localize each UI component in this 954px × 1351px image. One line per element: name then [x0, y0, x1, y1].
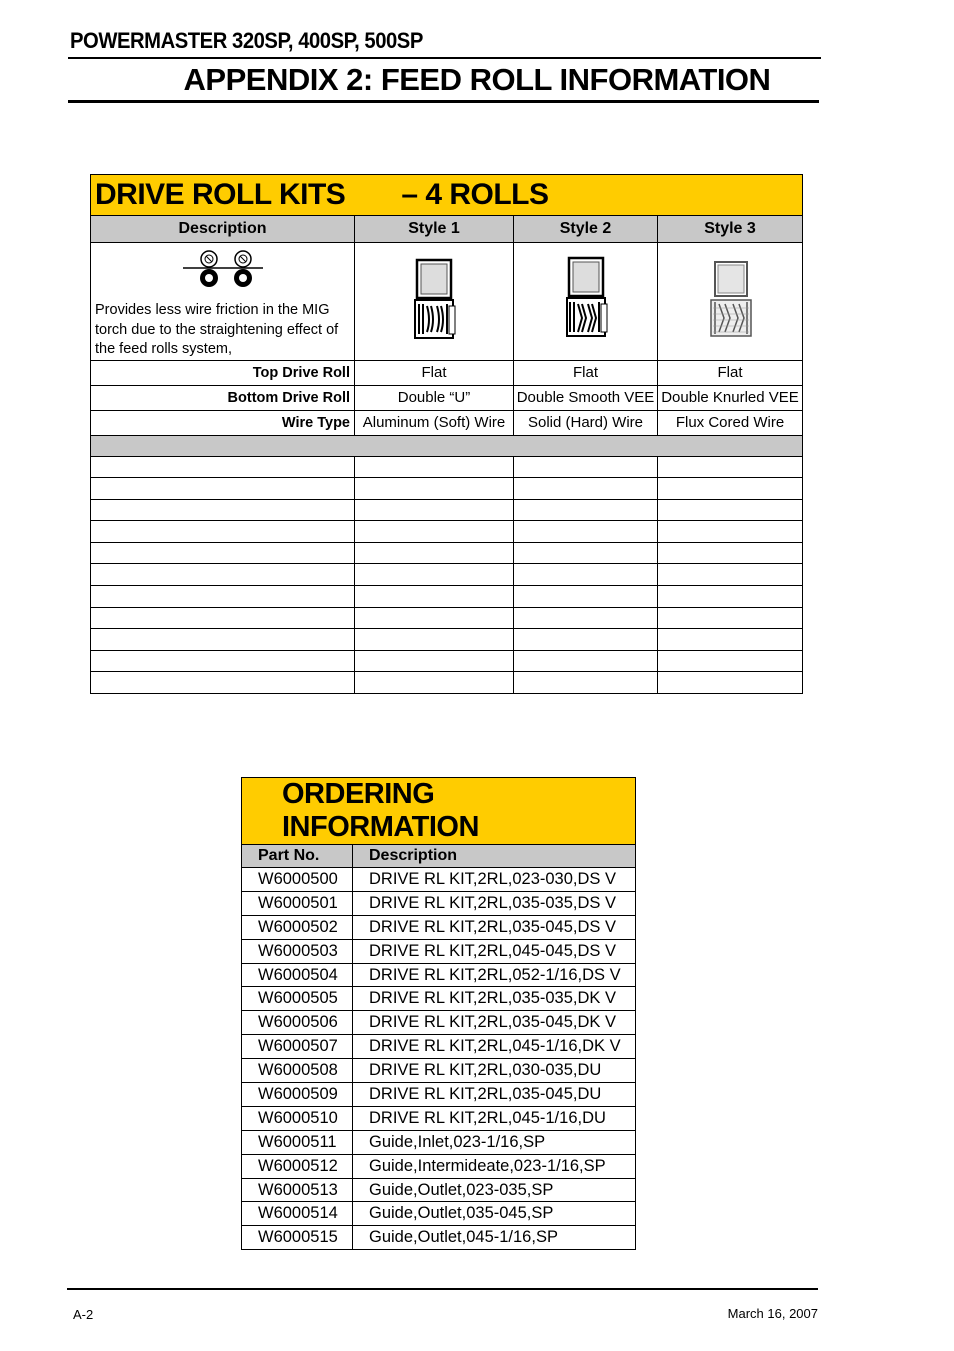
part-description-cell: DRIVE RL KIT,2RL,035-045,DK V	[353, 1011, 636, 1035]
drive-roll-image-row	[91, 243, 803, 361]
part-description-cell: Guide,Outlet,045-1/16,SP	[353, 1226, 636, 1250]
appendix-title: APPENDIX 2: FEED ROLL INFORMATION	[183, 62, 771, 97]
empty-row	[91, 478, 803, 500]
ordering-row	[242, 987, 636, 1011]
drive-roll-title-part2: – 4 ROLLS	[401, 178, 549, 211]
part-number-cell: W6000504	[242, 963, 353, 987]
ordering-row	[242, 1178, 636, 1202]
style-2-image-cell	[514, 243, 658, 361]
style-1-image-cell	[355, 243, 514, 361]
ordering-row	[242, 963, 636, 987]
ordering-row	[242, 1154, 636, 1178]
part-description-cell: DRIVE RL KIT,2RL,052-1/16,DS V	[353, 963, 636, 987]
row-label: Wire Type	[91, 410, 355, 435]
top-drive-roll-row	[91, 360, 803, 385]
part-number-cell: W6000511	[242, 1130, 353, 1154]
column-header-style-3: Style 3	[658, 216, 803, 243]
empty-row	[91, 499, 803, 521]
ordering-row	[242, 915, 636, 939]
part-description-cell: DRIVE RL KIT,2RL,045-1/16,DU	[353, 1106, 636, 1130]
header-rule	[68, 57, 821, 59]
part-number-cell: W6000506	[242, 1011, 353, 1035]
ordering-row	[242, 1106, 636, 1130]
drive-roll-title-part1: DRIVE ROLL KITS	[95, 178, 346, 211]
part-description-cell: DRIVE RL KIT,2RL,045-1/16,DK V	[353, 1035, 636, 1059]
part-number-cell: W6000507	[242, 1035, 353, 1059]
part-description-cell: DRIVE RL KIT,2RL,035-045,DU	[353, 1083, 636, 1107]
part-number-cell: W6000510	[242, 1106, 353, 1130]
cell: Flat	[355, 360, 514, 385]
empty-row	[91, 607, 803, 629]
part-number-cell: W6000509	[242, 1083, 353, 1107]
part-number-cell: W6000508	[242, 1059, 353, 1083]
empty-row	[91, 629, 803, 651]
flat-double-u-roll-icon	[409, 256, 459, 342]
part-number-cell: W6000500	[242, 868, 353, 892]
bottom-drive-roll-row	[91, 385, 803, 410]
cell: Flux Cored Wire	[658, 410, 803, 435]
column-header-style-1: Style 1	[355, 216, 514, 243]
ordering-row	[242, 1035, 636, 1059]
title-rule	[68, 100, 819, 103]
cell: Double “U”	[355, 385, 514, 410]
product-title: POWERMASTER 320SP, 400SP, 500SP	[70, 28, 423, 53]
ordering-row	[242, 939, 636, 963]
empty-row	[91, 672, 803, 694]
part-description-cell: DRIVE RL KIT,2RL,045-045,DS V	[353, 939, 636, 963]
part-number-cell: W6000503	[242, 939, 353, 963]
description-text: Provides less wire friction in the MIG torch due to the straightening effect of the feed rolls system,	[95, 302, 339, 357]
ordering-information-table	[241, 777, 636, 1250]
row-label: Bottom Drive Roll	[91, 385, 355, 410]
ordering-table-title-row	[242, 778, 636, 845]
part-description-cell: Guide,Outlet,035-045,SP	[353, 1202, 636, 1226]
column-header-part-no: Part No.	[242, 845, 353, 868]
empty-row	[91, 456, 803, 478]
part-description-cell: DRIVE RL KIT,2RL,030-035,DU	[353, 1059, 636, 1083]
drive-roll-kits-table	[90, 174, 803, 694]
description-cell	[91, 243, 355, 361]
column-header-description: Description	[91, 216, 355, 243]
ordering-row	[242, 1059, 636, 1083]
part-description-cell: Guide,Inlet,023-1/16,SP	[353, 1130, 636, 1154]
cell: Solid (Hard) Wire	[514, 410, 658, 435]
ordering-table-body	[242, 868, 636, 1250]
wire-type-row	[91, 410, 803, 435]
part-description-cell: DRIVE RL KIT,2RL,035-035,DK V	[353, 987, 636, 1011]
row-label: Top Drive Roll	[91, 360, 355, 385]
drive-roll-table-title	[91, 175, 803, 216]
part-number-cell: W6000513	[242, 1178, 353, 1202]
drive-roll-header-row	[91, 216, 803, 243]
empty-row	[91, 650, 803, 672]
part-description-cell: DRIVE RL KIT,2RL,035-035,DS V	[353, 891, 636, 915]
ordering-row	[242, 868, 636, 892]
cell: Aluminum (Soft) Wire	[355, 410, 514, 435]
feed-rolls-diagram-icon	[183, 247, 263, 291]
footer-rule	[67, 1288, 818, 1290]
cell: Flat	[658, 360, 803, 385]
flat-double-knurled-vee-roll-icon	[705, 256, 755, 342]
column-header-description: Description	[353, 845, 636, 868]
ordering-header-row	[242, 845, 636, 868]
page-number: A-2	[73, 1307, 94, 1322]
gray-separator-row	[91, 435, 803, 456]
part-number-cell: W6000512	[242, 1154, 353, 1178]
part-number-cell: W6000502	[242, 915, 353, 939]
ordering-row	[242, 1011, 636, 1035]
part-number-cell: W6000501	[242, 891, 353, 915]
empty-row	[91, 521, 803, 543]
page-date: March 16, 2007	[727, 1306, 818, 1321]
ordering-row	[242, 1226, 636, 1250]
empty-row	[91, 542, 803, 564]
part-number-cell: W6000514	[242, 1202, 353, 1226]
cell: Double Knurled VEE	[658, 385, 803, 410]
part-description-cell: DRIVE RL KIT,2RL,023-030,DS V	[353, 868, 636, 892]
style-3-image-cell	[658, 243, 803, 361]
part-description-cell: Guide,Outlet,023-035,SP	[353, 1178, 636, 1202]
part-description-cell: Guide,Intermideate,023-1/16,SP	[353, 1154, 636, 1178]
ordering-row	[242, 891, 636, 915]
flat-double-smooth-vee-roll-icon	[561, 256, 611, 342]
cell: Double Smooth VEE	[514, 385, 658, 410]
ordering-row	[242, 1130, 636, 1154]
part-number-cell: W6000515	[242, 1226, 353, 1250]
empty-row	[91, 586, 803, 608]
ordering-row	[242, 1083, 636, 1107]
empty-row	[91, 564, 803, 586]
ordering-table-title: ORDERING INFORMATION	[242, 778, 636, 845]
part-number-cell: W6000505	[242, 987, 353, 1011]
column-header-style-2: Style 2	[514, 216, 658, 243]
cell: Flat	[514, 360, 658, 385]
ordering-row	[242, 1202, 636, 1226]
part-description-cell: DRIVE RL KIT,2RL,035-045,DS V	[353, 915, 636, 939]
